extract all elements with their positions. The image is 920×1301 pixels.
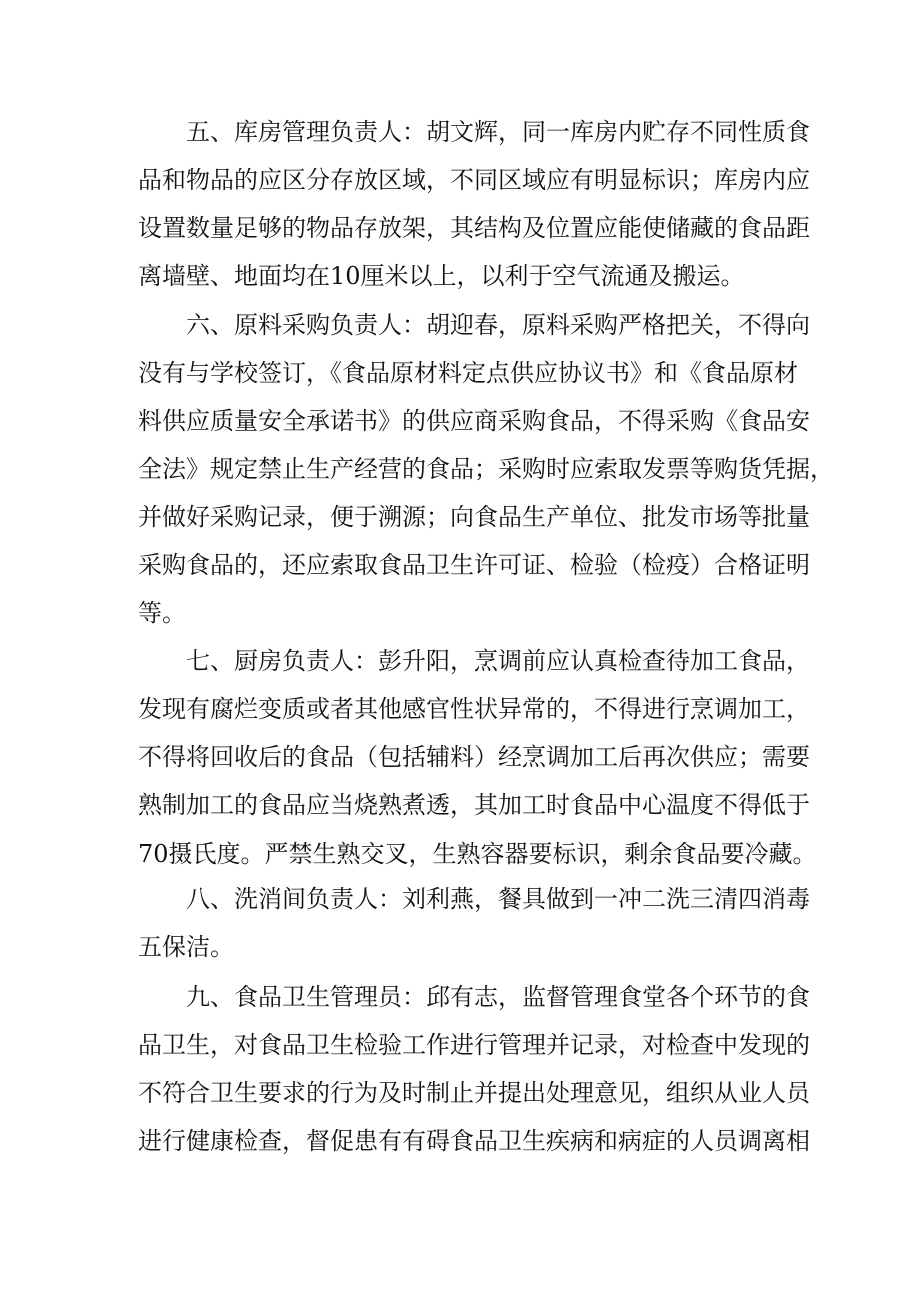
text-line: 不符合卫生要求的行为及时制止并提出处理意见，组织从业人员 — [138, 1079, 810, 1107]
text-line: 料供应质量安全承诺书》的供应商采购食品，不得采购《食品安 — [138, 407, 810, 435]
text-line: 熟制加工的食品应当烧熟煮透，其加工时食品中心温度不得低于 — [138, 791, 810, 819]
text-line: 设置数量足够的物品存放架，其结构及位置应能使储藏的食品距 — [138, 214, 810, 242]
text-line: 离墙壁、地面均在10厘米以上，以利于空气流通及搬运。 — [138, 262, 745, 290]
text-line: 并做好采购记录，便于溯源；向食品生产单位、批发市场等批量 — [138, 503, 810, 531]
text-line: 七、厨房负责人：彭升阳，烹调前应认真检查待加工食品， — [186, 647, 810, 675]
text-line: 发现有腐烂变质或者其他感官性状异常的，不得进行烹调加工， — [138, 695, 810, 723]
text-line: 进行健康检查，督促患有有碍食品卫生疾病和病症的人员调离相 — [138, 1127, 810, 1155]
text-line: 采购食品的，还应索取食品卫生许可证、检验（检疫）合格证明 — [138, 551, 810, 579]
text-line: 没有与学校签订，《食品原材料定点供应协议书》和《食品原材 — [138, 359, 798, 387]
text-line: 等。 — [138, 599, 186, 627]
text-line: 70摄氏度。严禁生熟交叉，生熟容器要标识，剩余食品要冷藏。 — [138, 840, 817, 868]
text-line: 五、库房管理负责人：胡文辉，同一库房内贮存不同性质食 — [186, 118, 810, 146]
text-line: 六、原料采购负责人：胡迎春，原料采购严格把关，不得向 — [186, 311, 810, 339]
text-line: 五保洁。 — [138, 933, 234, 961]
text-line: 全法》规定禁止生产经营的食品；采购时应索取发票等购货凭据， — [138, 455, 834, 483]
text-line: 九、食品卫生管理员：邱有志，监督管理食堂各个环节的食 — [186, 983, 810, 1011]
text-line: 不得将回收后的食品（包括辅料）经烹调加工后再次供应；需要 — [138, 743, 810, 771]
text-line: 八、洗消间负责人：刘利燕，餐具做到一冲二洗三清四消毒 — [186, 885, 810, 913]
text-line: 品和物品的应区分存放区域，不同区域应有明显标识；库房内应 — [138, 166, 810, 194]
text-line: 品卫生，对食品卫生检验工作进行管理并记录，对检查中发现的 — [138, 1031, 810, 1059]
